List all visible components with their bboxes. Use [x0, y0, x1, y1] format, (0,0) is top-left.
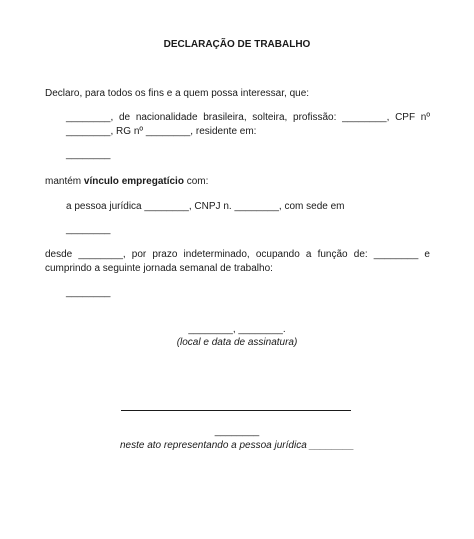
- place-date: ________, ________.: [188, 324, 286, 335]
- schedule-blank: ________: [66, 287, 111, 298]
- document-title: DECLARAÇÃO DE TRABALHO: [163, 39, 311, 50]
- employment-bond-suffix: com:: [183, 176, 209, 187]
- employment-bond-prefix: mantém: [45, 176, 84, 187]
- address-blank-2: ________: [66, 224, 111, 235]
- address-blank-1: ________: [66, 149, 111, 160]
- employment-bond-line: [45, 176, 208, 188]
- signature-name: ________: [214, 426, 260, 437]
- since-line-1: desde ________, por prazo indeterminado, ocupando a função de: ________ e: [45, 249, 430, 260]
- employee-line-1: ________, de nacionalidade brasileira, solteira, profissão: ________, CPF nº: [66, 112, 430, 123]
- intro-text: Declaro, para todos os fins e a quem possa interessar, que:: [45, 88, 310, 99]
- place-date-caption: (local e data de assinatura): [176, 337, 298, 348]
- employee-line-2: ________, RG nº ________, residente em:: [66, 126, 257, 137]
- since-line-2: cumprindo a seguinte jornada semanal de trabalho:: [45, 263, 273, 274]
- company-line: a pessoa jurídica ________, CNPJ n. ________, com sede em: [66, 201, 345, 212]
- signature-line: [121, 410, 351, 411]
- signature-caption: neste ato representando a pessoa jurídica ________: [119, 440, 355, 451]
- employment-bond-bold: vínculo empregatício: [83, 176, 184, 187]
